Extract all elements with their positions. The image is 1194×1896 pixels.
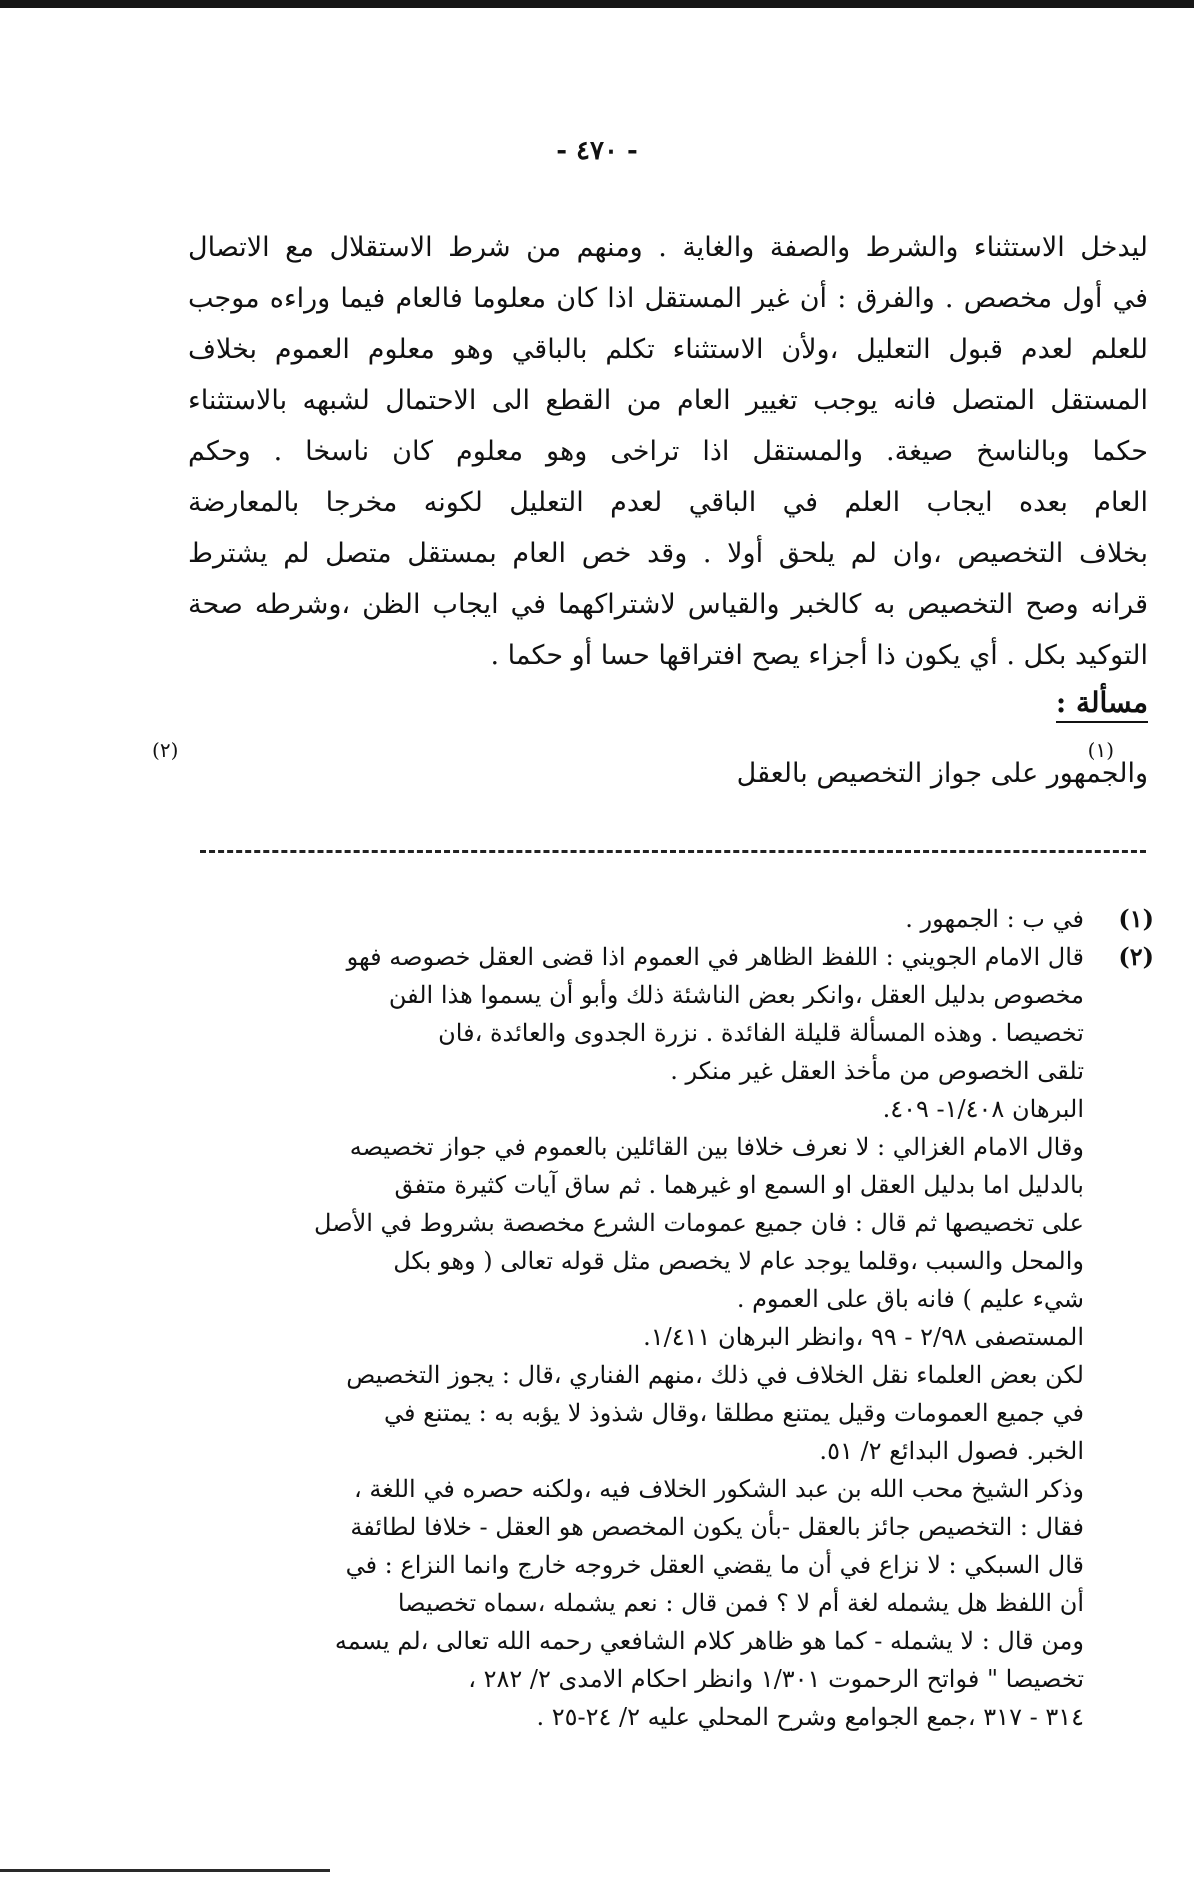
footnote-marker-1: (١) [1087,738,1114,762]
footnote-source: تخصيصا " فواتح الرحموت ١/٣٠١ وانظر احكام الامدى ٢/ ٢٨٢ ، [468,1665,1084,1693]
footnotes-section [144,900,1154,1736]
footnote-line: في ب : الجمهور . [905,905,1084,933]
footnote-line: وقال الامام الغزالي : لا نعرف خلافا بين القائلين بالعموم في جواز تخصيصه [349,1133,1084,1161]
footnote-line: تلقى الخصوص من مأخذ العقل غير منكر . [670,1057,1084,1085]
footnote-source: الخبر. فصول البدائع ٢/ ٥١. [819,1437,1084,1465]
body-line: حكما وبالناسخ صيغة. والمستقل اذا تراخى وهو معلوم كان ناسخا . وحكم [188,436,1148,467]
footnote-line: فقال : التخصيص جائز بالعقل -بأن يكون المخصص هو العقل - خلافا لطائفة [350,1513,1084,1541]
jumhur-statement [188,758,1148,789]
footnote-line: في جميع العمومات وقيل يمتنع مطلقا ،وقال شذوذ لا يؤبه به : يمتنع في [384,1399,1084,1427]
main-body-text [188,222,1148,681]
scan-bottom-border [0,1869,330,1872]
footnote-line: والمحل والسبب ،وقلما يوجد عام لا يخصص مثل قوله تعالى ( وهو بكل [393,1247,1084,1275]
footnote-line: بالدليل اما بدليل العقل او السمع او غيرهما . ثم ساق آيات كثيرة متفق [394,1171,1084,1199]
body-line: في أول مخصص . والفرق : أن غير المستقل اذا كان معلوما فالعام فيما وراءه موجب [188,283,1148,314]
jumhur-statement-text: والجمهور على جواز التخصيص بالعقل [736,758,1148,789]
body-line: المستقل المتصل فانه يوجب تغيير العام من القطع الى الاحتمال لشبهه بالاستثناء [188,385,1148,416]
footnote-line: مخصوص بدليل العقل ،وانكر بعض الناشئة ذلك وأبو أن يسموا هذا الفن [388,981,1084,1009]
body-line: العام بعده ايجاب العلم في الباقي لعدم التعليل لكونه مخرجا بالمعارضة [188,487,1148,518]
footnote-line: تخصيصا . وهذه المسألة قليلة الفائدة . نزرة الجدوى والعائدة ،فان [438,1019,1084,1047]
body-line: ليدخل الاستثناء والشرط والصفة والغاية . ومنهم من شرط الاستقلال مع الاتصال [188,232,1148,263]
footnote-marker-2: (٢) [152,738,179,762]
footnote-line: قال السبكي : لا نزاع في أن ما يقضي العقل خروجه خارج وانما النزاع : في [345,1551,1084,1579]
footnote-line: على تخصيصها ثم قال : فان جميع عمومات الشرع مخصصة بشروط في الأصل [314,1209,1084,1237]
footnote-line: أن اللفظ هل يشمله لغة أم لا ؟ فمن قال : نعم يشمله ،سماه تخصيصا [397,1589,1084,1617]
body-line: للعلم لعدم قبول التعليل ،ولأن الاستثناء تكلم بالباقي وهو معلوم العموم بخلاف [188,334,1148,365]
footnote-line: قال الامام الجويني : اللفظ الظاهر في العموم اذا قضى العقل خصوصه فهو [346,943,1084,971]
footnote-line: لكن بعض العلماء نقل الخلاف في ذلك ،منهم الفناري ،قال : يجوز التخصيص [346,1361,1084,1389]
body-line: التوكيد بكل . أي يكون ذا أجزاء يصح افتراقها حسا أو حكما . [490,640,1148,671]
footnote-line: وذكر الشيخ محب الله بن عبد الشكور الخلاف فيه ،ولكنه حصره في اللغة ، [353,1475,1084,1503]
footnote-number: (١) [1118,904,1154,933]
footnote-body [144,938,1084,1736]
footnote-divider [200,850,1146,853]
footnote-source: المستصفى ٢/٩٨ - ٩٩ ،وانظر البرهان ١/٤١١. [643,1323,1084,1351]
footnote-2 [144,938,1154,1736]
footnote-body [144,900,1084,938]
footnote-number: (٢) [1118,942,1154,971]
section-heading: مسألة : [1056,686,1148,723]
body-line: قرانه وصح التخصيص به كالخبر والقياس لاشتراكهما في ايجاب الظن ،وشرطه صحة [188,589,1148,620]
scan-top-border [0,0,1194,8]
footnote-source: ٣١٤ - ٣١٧ ،جمع الجوامع وشرح المحلي عليه ٢/ ٢٤-٢٥ . [536,1703,1084,1731]
footnote-1 [144,900,1154,938]
footnote-line: شيء عليم ) فانه باق على العموم . [736,1285,1084,1313]
footnote-source: البرهان ١/٤٠٨- ٤٠٩. [882,1095,1084,1123]
footnote-line: ومن قال : لا يشمله - كما هو ظاهر كلام الشافعي رحمه الله تعالى ،لم يسمه [334,1627,1084,1655]
page-number: - ٤٧٠ - [556,136,638,166]
body-line: بخلاف التخصيص ،وان لم يلحق أولا . وقد خص العام بمستقل متصل لم يشترط [188,538,1148,569]
